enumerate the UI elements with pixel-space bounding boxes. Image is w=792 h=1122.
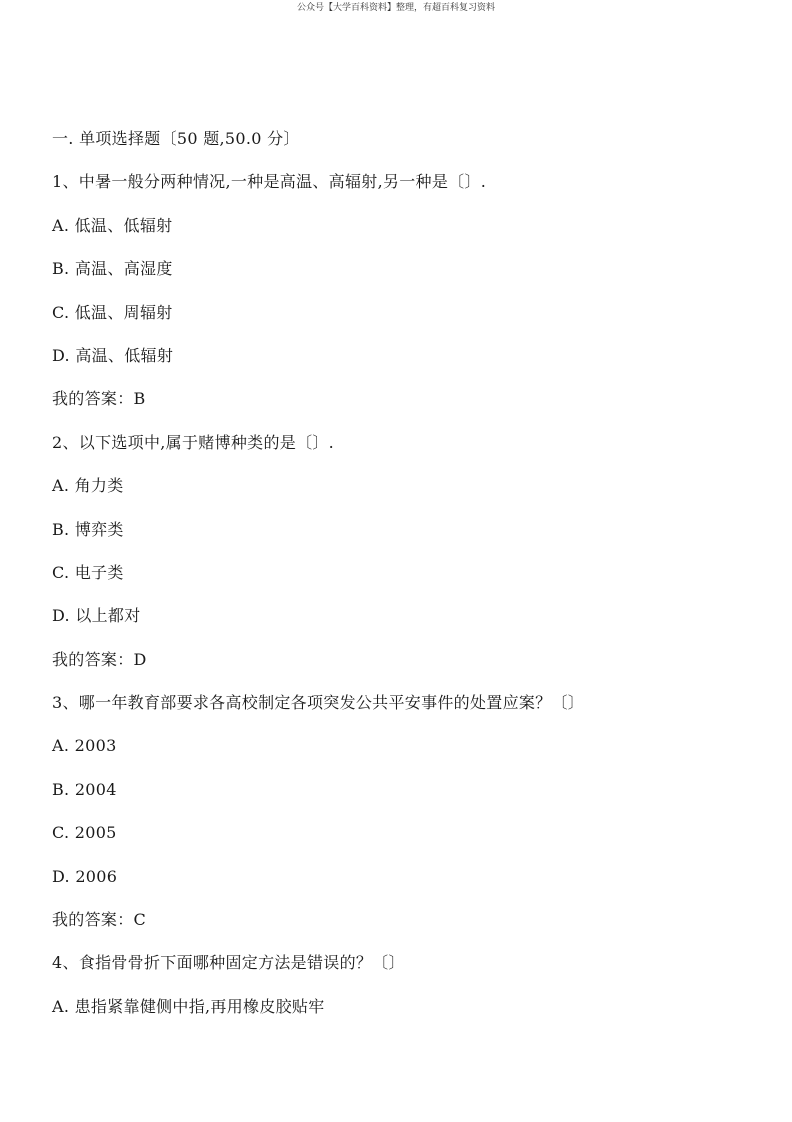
- header-note: 公众号【大学百科资料】整理，有超百科复习资料: [296, 3, 495, 13]
- answer-3: 我的答案：C: [52, 910, 147, 930]
- option-2a: A. 角力类: [52, 476, 124, 496]
- option-1c: C. 低温、周辐射: [52, 302, 173, 322]
- question-2: 2、以下选项中,属于赌博种类的是〔〕.: [52, 432, 335, 452]
- option-4a: A. 患指紧靠健侧中指,再用橡皮胶贴牢: [52, 996, 325, 1016]
- question-1: 1、中暑一般分两种情况,一种是高温、高辐射,另一种是〔〕.: [52, 172, 487, 192]
- question-3: 3、哪一年教育部要求各高校制定各项突发公共平安事件的处置应案？〔〕: [52, 693, 585, 713]
- option-1b: B. 高温、高湿度: [52, 259, 173, 279]
- document-body: [52, 125, 752, 1036]
- option-1a: A. 低温、低辐射: [52, 215, 173, 235]
- option-1d: D. 高温、低辐射: [52, 345, 174, 365]
- question-4: 4、食指骨骨折下面哪种固定方法是错误的？〔〕: [52, 953, 405, 973]
- option-3a: A. 2003: [52, 736, 117, 756]
- option-2b: B. 博弈类: [52, 519, 124, 539]
- option-2d: D. 以上都对: [52, 606, 141, 626]
- answer-1: 我的答案：B: [52, 389, 146, 409]
- option-2c: C. 电子类: [52, 562, 124, 582]
- option-3c: C. 2005: [52, 823, 117, 843]
- option-3b: B. 2004: [52, 779, 117, 799]
- section-title: 一. 单项选择题〔50 题,50.0 分〕: [52, 129, 300, 148]
- answer-2: 我的答案：D: [52, 649, 147, 669]
- option-3d: D. 2006: [52, 866, 118, 886]
